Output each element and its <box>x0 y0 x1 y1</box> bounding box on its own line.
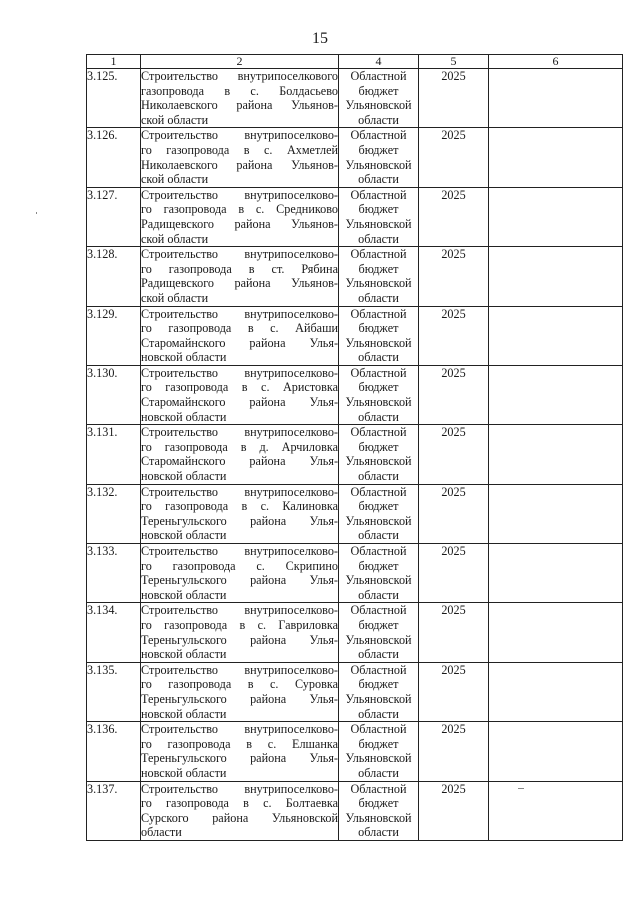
project-name-line: Сурского района Ульяновской <box>141 810 338 825</box>
table-row <box>87 662 623 721</box>
funding-source-line: бюджет <box>358 736 399 751</box>
project-name-cell <box>141 484 339 543</box>
table-row <box>87 781 623 840</box>
project-name-cell <box>141 306 339 365</box>
project-name-line: газопровода в с. Болдасьево <box>141 83 338 98</box>
project-name-line: Николаевского района Ульянов- <box>141 157 338 172</box>
funding-source-line: Ульяновской <box>345 454 412 469</box>
year-cell: 2025 <box>419 128 489 187</box>
funding-source-line: Ульяновской <box>345 216 412 231</box>
project-name-line: Строительство внутрипоселково- <box>141 544 338 558</box>
header-col-2: 2 <box>141 55 339 69</box>
row-number: 3.132. <box>87 484 141 543</box>
funding-source-cell <box>339 662 419 721</box>
empty-cell <box>489 187 623 246</box>
funding-source-cell <box>339 247 419 306</box>
empty-cell <box>489 128 623 187</box>
funding-source-line: Областной <box>350 484 407 499</box>
funding-source-line: бюджет <box>358 142 399 157</box>
funding-source-cell <box>339 425 419 484</box>
funding-source-line: бюджет <box>358 558 399 573</box>
project-name-cell <box>141 425 339 484</box>
year-cell: 2025 <box>419 247 489 306</box>
project-name-line: Тереньгульского района Улья- <box>141 573 338 588</box>
funding-source-line: бюджет <box>358 83 399 98</box>
header-row <box>87 55 623 69</box>
project-name-cell <box>141 662 339 721</box>
funding-source-line: области <box>358 587 399 602</box>
funding-source-cell <box>339 603 419 662</box>
project-name-cell <box>141 247 339 306</box>
table-row <box>87 722 623 781</box>
program-table <box>86 54 623 841</box>
project-name-line: новской области <box>141 350 227 365</box>
project-name-line: Строительство внутрипоселково- <box>141 128 338 143</box>
project-name-line: Строительство внутрипоселкового <box>141 69 338 83</box>
funding-source-cell <box>339 365 419 424</box>
funding-source-line: области <box>358 528 399 543</box>
funding-source-line: Ульяновской <box>345 810 412 825</box>
project-name-line: Николаевского района Ульянов- <box>141 98 338 113</box>
project-name-line: Тереньгульского района Улья- <box>141 632 338 647</box>
funding-source-line: бюджет <box>358 261 399 276</box>
table-row <box>87 247 623 306</box>
empty-cell <box>489 662 623 721</box>
project-name-line: Строительство внутрипоселково- <box>141 484 338 499</box>
project-name-line: Строительство внутрипоселково- <box>141 662 338 677</box>
year-cell: 2025 <box>419 306 489 365</box>
row-number: 3.125. <box>87 69 141 128</box>
project-name-line: го газопровода в с. Средниково <box>141 202 338 217</box>
funding-source-line: области <box>358 825 399 840</box>
project-name-line: Радищевского района Ульянов- <box>141 216 338 231</box>
project-name-line: Строительство внутрипоселково- <box>141 425 338 440</box>
table-row <box>87 425 623 484</box>
year-cell: 2025 <box>419 603 489 662</box>
funding-source-line: Областной <box>350 365 407 380</box>
project-name-cell <box>141 69 339 128</box>
year-cell: 2025 <box>419 722 489 781</box>
funding-source-line: Областной <box>350 247 407 262</box>
project-name-line: го газопровода в с. Ахметлей <box>141 142 338 157</box>
project-name-line: го газопровода в с. Елшанка <box>141 736 338 751</box>
project-name-line: го газопровода в д. Арчиловка <box>141 439 338 454</box>
funding-source-line: Областной <box>350 128 407 143</box>
scan-artifact <box>518 788 524 789</box>
table-body <box>87 69 623 841</box>
funding-source-line: Областной <box>350 662 407 677</box>
row-number: 3.127. <box>87 187 141 246</box>
project-name-line: новской области <box>141 706 227 721</box>
empty-cell <box>489 484 623 543</box>
project-name-line: Строительство внутрипоселково- <box>141 603 338 618</box>
project-name-line: Старомайнского района Улья- <box>141 335 338 350</box>
funding-source-line: бюджет <box>358 796 399 811</box>
project-name-line: го газопровода в с. Аристовка <box>141 380 338 395</box>
funding-source-line: бюджет <box>358 677 399 692</box>
project-name-line: области <box>141 825 182 840</box>
funding-source-line: области <box>358 231 399 246</box>
project-name-line: ской области <box>141 290 209 305</box>
table-row <box>87 484 623 543</box>
funding-source-line: Областной <box>350 781 407 796</box>
funding-source-line: Областной <box>350 544 407 558</box>
empty-cell <box>489 365 623 424</box>
funding-source-line: Ульяновской <box>345 573 412 588</box>
year-cell: 2025 <box>419 544 489 603</box>
empty-cell <box>489 247 623 306</box>
project-name-line: Тереньгульского района Улья- <box>141 691 338 706</box>
project-name-line: Строительство внутрипоселково- <box>141 247 338 262</box>
project-name-line: Строительство внутрипоселково- <box>141 306 338 321</box>
row-number: 3.136. <box>87 722 141 781</box>
funding-source-line: Ульяновской <box>345 98 412 113</box>
row-number: 3.129. <box>87 306 141 365</box>
empty-cell <box>489 69 623 128</box>
row-number: 3.134. <box>87 603 141 662</box>
funding-source-line: бюджет <box>358 380 399 395</box>
table-row <box>87 128 623 187</box>
row-number: 3.126. <box>87 128 141 187</box>
empty-cell <box>489 544 623 603</box>
funding-source-line: бюджет <box>358 439 399 454</box>
row-number: 3.128. <box>87 247 141 306</box>
funding-source-line: области <box>358 112 399 127</box>
funding-source-line: области <box>358 172 399 187</box>
project-name-line: Старомайнского района Улья- <box>141 395 338 410</box>
project-name-cell <box>141 544 339 603</box>
row-number: 3.130. <box>87 365 141 424</box>
funding-source-cell <box>339 69 419 128</box>
project-name-line: го газопровода в с. Болтаевка <box>141 796 338 811</box>
project-name-line: новской области <box>141 409 227 424</box>
year-cell: 2025 <box>419 484 489 543</box>
empty-cell <box>489 722 623 781</box>
header-col-1: 1 <box>87 55 141 69</box>
funding-source-line: бюджет <box>358 499 399 514</box>
funding-source-line: области <box>358 765 399 780</box>
project-name-cell <box>141 128 339 187</box>
table-row <box>87 69 623 128</box>
empty-cell <box>489 781 623 840</box>
funding-source-line: Областной <box>350 425 407 440</box>
project-name-cell <box>141 781 339 840</box>
funding-source-cell <box>339 484 419 543</box>
project-name-line: Тереньгульского района Улья- <box>141 513 338 528</box>
project-name-line: новской области <box>141 587 227 602</box>
project-name-line: Строительство внутрипоселково- <box>141 187 338 202</box>
project-name-line: ской области <box>141 231 209 246</box>
funding-source-line: Областной <box>350 603 407 618</box>
project-name-line: новской области <box>141 469 227 484</box>
row-number: 3.131. <box>87 425 141 484</box>
table-row <box>87 544 623 603</box>
funding-source-line: Областной <box>350 722 407 737</box>
row-number: 3.133. <box>87 544 141 603</box>
project-name-cell <box>141 603 339 662</box>
funding-source-line: Областной <box>350 187 407 202</box>
project-name-line: ской области <box>141 172 209 187</box>
funding-source-line: Ульяновской <box>345 335 412 350</box>
funding-source-cell <box>339 781 419 840</box>
project-name-line: го газопровода в с. Суровка <box>141 677 338 692</box>
funding-source-line: области <box>358 469 399 484</box>
project-name-line: Старомайнского района Улья- <box>141 454 338 469</box>
project-name-line: го газопровода в с. Айбаши <box>141 321 338 336</box>
funding-source-line: Областной <box>350 306 407 321</box>
year-cell: 2025 <box>419 365 489 424</box>
project-name-line: го газопровода в ст. Рябина <box>141 261 338 276</box>
empty-cell <box>489 425 623 484</box>
funding-source-cell <box>339 544 419 603</box>
funding-source-cell <box>339 306 419 365</box>
project-name-line: Строительство внутрипоселково- <box>141 781 338 796</box>
project-name-line: новской области <box>141 647 227 662</box>
funding-source-line: области <box>358 290 399 305</box>
funding-source-line: Ульяновской <box>345 276 412 291</box>
funding-source-line: Ульяновской <box>345 157 412 172</box>
header-col-4: 4 <box>339 55 419 69</box>
funding-source-line: Ульяновской <box>345 691 412 706</box>
table-row <box>87 365 623 424</box>
funding-source-line: области <box>358 706 399 721</box>
year-cell: 2025 <box>419 69 489 128</box>
page-number: 15 <box>312 30 328 47</box>
empty-cell <box>489 603 623 662</box>
funding-source-line: бюджет <box>358 321 399 336</box>
project-name-line: Строительство внутрипоселково- <box>141 722 338 737</box>
funding-source-line: бюджет <box>358 617 399 632</box>
project-name-line: го газопровода в с. Калиновка <box>141 499 338 514</box>
funding-source-line: Областной <box>350 69 407 83</box>
table-row <box>87 306 623 365</box>
project-name-cell <box>141 187 339 246</box>
project-name-cell <box>141 722 339 781</box>
year-cell: 2025 <box>419 781 489 840</box>
table-row <box>87 187 623 246</box>
header-col-6: 6 <box>489 55 623 69</box>
funding-source-cell <box>339 128 419 187</box>
row-number: 3.135. <box>87 662 141 721</box>
funding-source-line: бюджет <box>358 202 399 217</box>
project-name-line: Радищевского района Ульянов- <box>141 276 338 291</box>
funding-source-line: Ульяновской <box>345 395 412 410</box>
funding-source-line: области <box>358 647 399 662</box>
year-cell: 2025 <box>419 187 489 246</box>
funding-source-line: области <box>358 409 399 424</box>
year-cell: 2025 <box>419 662 489 721</box>
project-name-line: новской области <box>141 528 227 543</box>
year-cell: 2025 <box>419 425 489 484</box>
table-row <box>87 603 623 662</box>
funding-source-line: Ульяновской <box>345 751 412 766</box>
scan-artifact <box>36 212 37 214</box>
project-name-line: го газопровода с. Скрипино <box>141 558 338 573</box>
funding-source-cell <box>339 187 419 246</box>
project-name-cell <box>141 365 339 424</box>
funding-source-line: области <box>358 350 399 365</box>
header-col-5: 5 <box>419 55 489 69</box>
project-name-line: новской области <box>141 765 227 780</box>
row-number: 3.137. <box>87 781 141 840</box>
project-name-line: го газопровода в с. Гавриловка <box>141 617 338 632</box>
project-name-line: Тереньгульского района Улья- <box>141 751 338 766</box>
funding-source-line: Ульяновской <box>345 632 412 647</box>
project-name-line: Строительство внутрипоселково- <box>141 365 338 380</box>
funding-source-cell <box>339 722 419 781</box>
funding-source-line: Ульяновской <box>345 513 412 528</box>
project-name-line: ской области <box>141 112 209 127</box>
empty-cell <box>489 306 623 365</box>
